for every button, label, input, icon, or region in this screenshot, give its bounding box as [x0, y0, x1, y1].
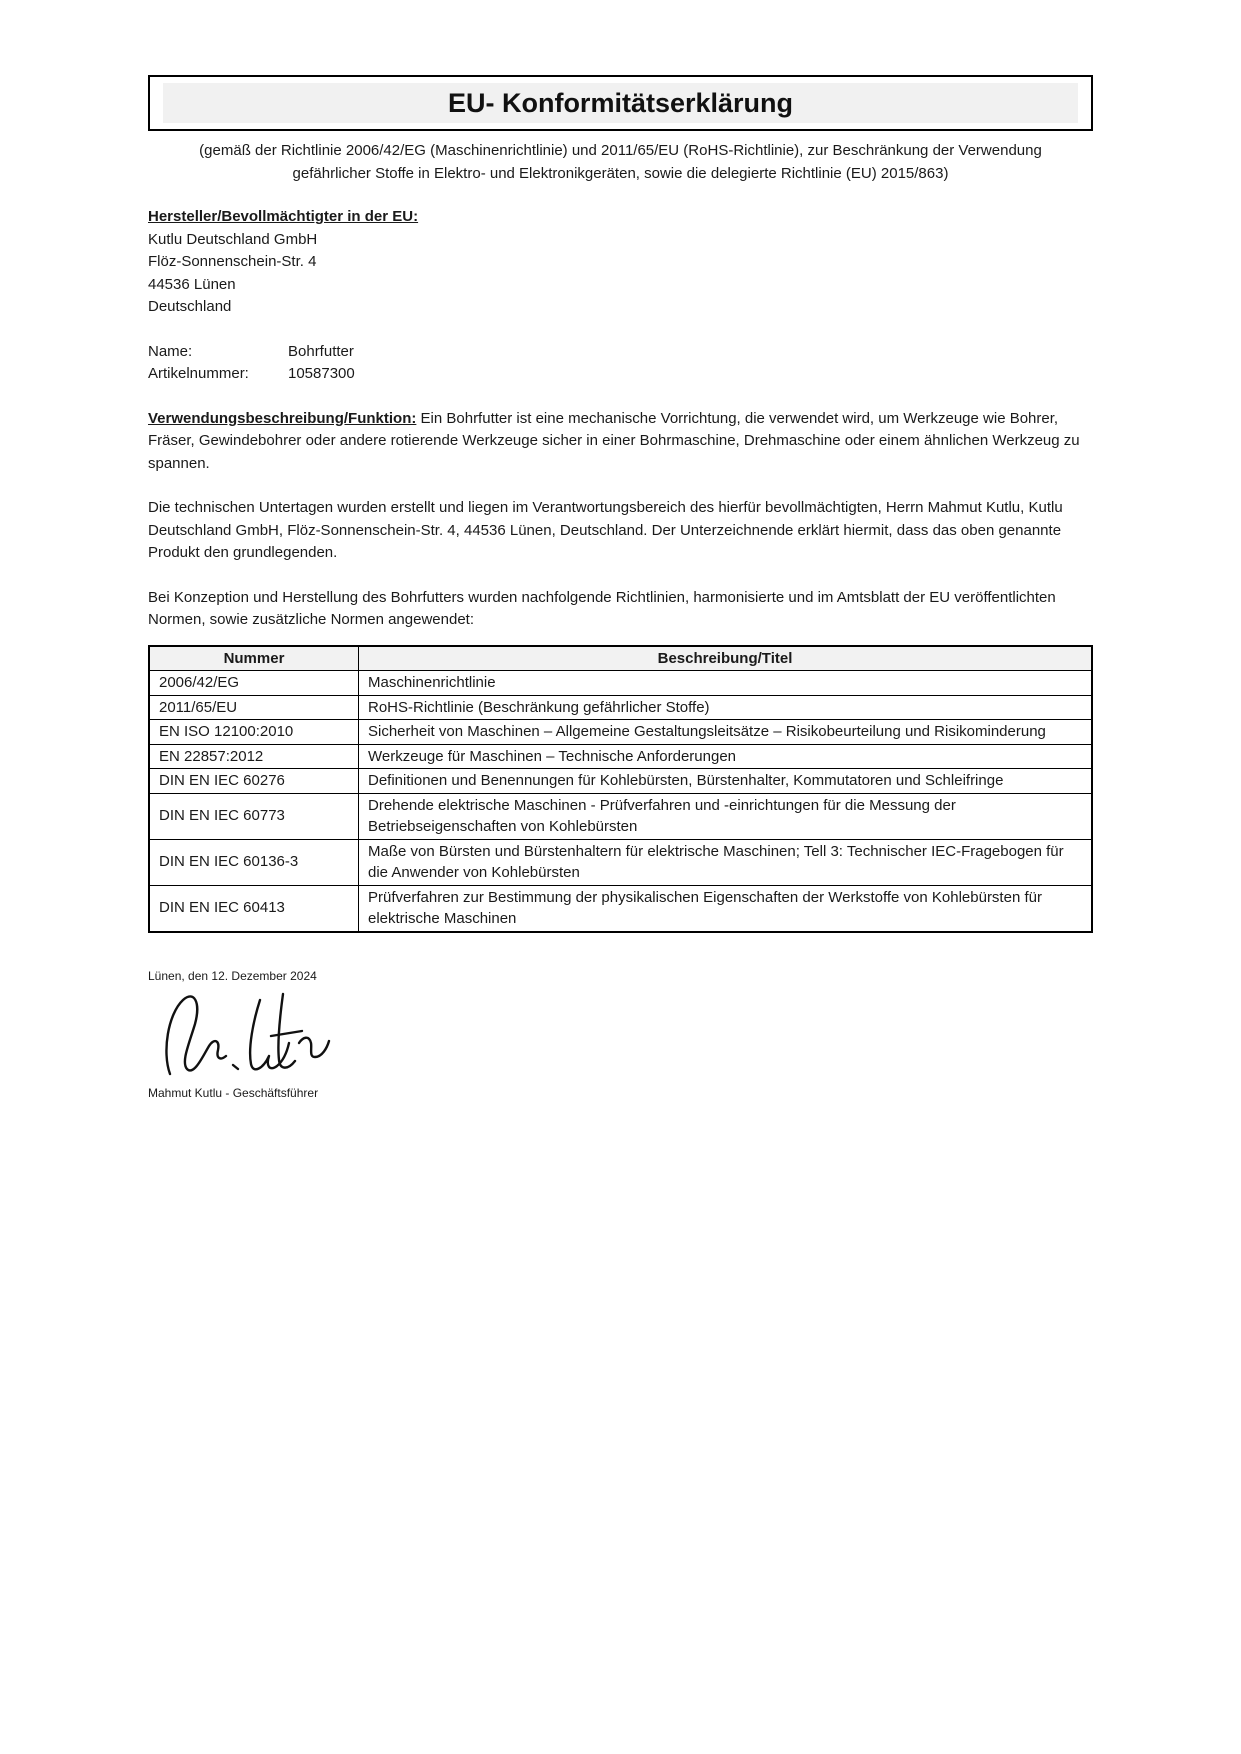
norm-number: DIN EN IEC 60276 [149, 769, 359, 794]
norm-number: EN ISO 12100:2010 [149, 720, 359, 745]
norm-title: Prüfverfahren zur Bestimmung der physikalischen Eigenschaften der Werkstoffe von Kohlebürsten für elektrische Maschinen [359, 885, 1093, 932]
norm-number: DIN EN IEC 60136-3 [149, 839, 359, 885]
norm-title: Maschinenrichtlinie [359, 671, 1093, 696]
technical-docs-paragraph: Die technischen Untertagen wurden erstellt und liegen im Verantwortungsbereich des hierfür bevollmächtigten, Herrn Mahmut Kutlu, Kutlu Deutschland GmbH, Flöz-Sonnenschein-Str. 4, 44536 Lünen, Deutschland. Der Unterzeichnende erklärt hiermit, dass das oben genannte Produkt den grundlegenden. [148, 499, 1063, 561]
norm-title: Werkzeuge für Maschinen – Technische Anforderungen [359, 744, 1093, 769]
place-date: Lünen, den 12. Dezember 2024 [148, 968, 317, 983]
column-header-beschreibung: Beschreibung/Titel [359, 646, 1093, 671]
product-name-row [148, 341, 1093, 364]
product-block [148, 341, 1093, 386]
manufacturer-heading: Hersteller/Bevollmächtigter in der EU: [148, 208, 419, 225]
norm-number: 2011/65/EU [149, 695, 359, 720]
norm-title: Definitionen und Benennungen für Kohlebürsten, Bürstenhalter, Kommutatoren und Schleifringe [359, 769, 1093, 794]
column-header-nummer: Nummer [149, 646, 359, 671]
table-row [149, 744, 1092, 769]
table-row [149, 793, 1092, 839]
manufacturer-country: Deutschland [148, 298, 232, 315]
table-row [149, 769, 1092, 794]
article-number-label: Artikelnummer: [148, 365, 249, 382]
table-row [149, 671, 1092, 696]
article-number-row [148, 363, 1093, 386]
table-row [149, 695, 1092, 720]
signature-block [148, 969, 1093, 1101]
handwritten-signature [156, 986, 1093, 1082]
usage-text: Ein Bohrfutter ist eine mechanische Vorrichtung, die verwendet wird, um Werkzeuge wie Bohrer, Fräser, Gewindebohrer oder andere rotierende Werkzeuge sicher in einer Bohrmaschine, Drehmaschine oder einem ähnlichen Werkzeug zu spannen. [148, 409, 1080, 472]
manufacturer-name: Kutlu Deutschland GmbH [148, 230, 318, 248]
directive-subtitle: (gemäß der Richtlinie 2006/42/EG (Maschinenrichtlinie) und 2011/65/EU (RoHS-Richtlinie), zur Beschränkung der Verwendung gefährlicher Stoffe in Elektro- und Elektronikgeräten, sowie die delegierte Richtlinie (EU) 2015/863) [199, 142, 1042, 182]
norm-number: DIN EN IEC 60413 [149, 885, 359, 932]
norm-number: 2006/42/EG [149, 671, 359, 696]
page-title: EU- Konformitätserklärung [163, 83, 1078, 123]
article-number-value: 10587300 [288, 365, 355, 382]
norm-number: EN 22857:2012 [149, 744, 359, 769]
signature-icon [156, 986, 356, 1082]
product-name-label: Name: [148, 342, 193, 360]
norm-title: Sicherheit von Maschinen – Allgemeine Gestaltungsleitsätze – Risikobeurteilung und Risikominderung [359, 720, 1093, 745]
table-row [149, 839, 1092, 885]
signer-name: Mahmut Kutlu - Geschäftsführer [148, 1085, 319, 1100]
manufacturer-city: 44536 Lünen [148, 275, 236, 293]
title-box [148, 75, 1093, 131]
norms-intro-paragraph: Bei Konzeption und Herstellung des Bohrfutters wurden nachfolgende Richtlinien, harmonisierte und im Amtsblatt der EU veröffentlichten Normen, sowie zusätzliche Normen angewendet: [148, 588, 1056, 628]
norm-number: DIN EN IEC 60773 [149, 793, 359, 839]
manufacturer-street: Flöz-Sonnenschein-Str. 4 [148, 253, 317, 270]
norm-title: RoHS-Richtlinie (Beschränkung gefährlicher Stoffe) [359, 695, 1093, 720]
usage-paragraph [148, 408, 1093, 476]
table-header-row [149, 646, 1092, 671]
table-row [149, 885, 1092, 932]
product-name-value: Bohrfutter [288, 342, 354, 360]
usage-heading: Verwendungsbeschreibung/Funktion: [148, 409, 417, 427]
norms-table [148, 645, 1093, 933]
table-row [149, 720, 1092, 745]
norm-title: Maße von Bürsten und Bürstenhaltern für elektrische Maschinen; Tell 3: Technischer IEC-Fragebogen für die Anwender von Kohlebürsten [359, 839, 1093, 885]
norm-title: Drehende elektrische Maschinen - Prüfverfahren und -einrichtungen für die Messung der Betriebseigenschaften von Kohlebürsten [359, 793, 1093, 839]
